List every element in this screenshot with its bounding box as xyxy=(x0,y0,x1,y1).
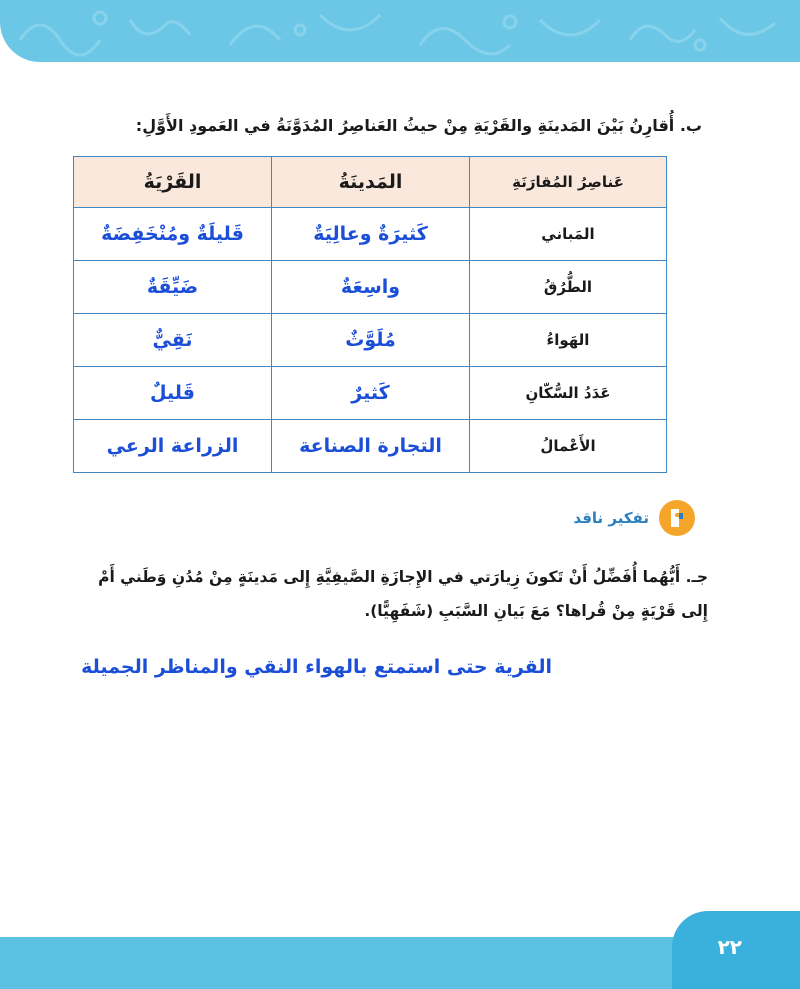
table-header-row xyxy=(74,157,667,208)
header-village: القَرْيَةُ xyxy=(74,157,272,208)
city-answer: التجارة الصناعة xyxy=(272,420,470,473)
page-number: ٢٢ xyxy=(717,935,742,959)
table-row xyxy=(74,208,667,261)
calligraphy-pattern xyxy=(0,0,800,62)
element-cell: الهَواءُ xyxy=(470,314,667,367)
village-answer: قَليلٌ xyxy=(74,367,272,420)
comparison-table xyxy=(73,156,667,473)
table-row xyxy=(74,261,667,314)
table-row xyxy=(74,367,667,420)
element-cell: الأَعْمالُ xyxy=(470,420,667,473)
city-answer: واسِعَةٌ xyxy=(272,261,470,314)
element-cell: المَباني xyxy=(470,208,667,261)
city-answer: مُلَوَّثٌ xyxy=(272,314,470,367)
element-cell: الطُّرُقُ xyxy=(470,261,667,314)
village-answer: نَقِيٌّ xyxy=(74,314,272,367)
village-answer: ضَيِّقَةٌ xyxy=(74,261,272,314)
question-j: جـ. أَيُّهُما أُفَضِّلُ أَنْ تَكونَ زِيارَتي في الإِجازَةِ الصَّيفِيَّةِ إِلى مَدينَةٍ مِنْ مُدُنِ وَطَني أَمْ إِلى قَرْيَةٍ مِنْ قُراها؟ مَعَ بَيانِ السَّبَبِ (شَفَهِيًّا). xyxy=(98,568,708,620)
table-row xyxy=(74,314,667,367)
element-cell: عَدَدُ السُّكّانِ xyxy=(470,367,667,420)
top-decorative-band xyxy=(0,0,800,62)
critical-thinking-label: تفكير ناقد xyxy=(573,509,649,527)
city-answer: كَثيرٌ xyxy=(272,367,470,420)
puzzle-head-icon xyxy=(659,500,695,536)
header-elements: عَناصِرُ المُقارَنَةِ xyxy=(470,157,667,208)
village-answer: قَليلَةٌ ومُنْخَفِضَةٌ xyxy=(74,208,272,261)
city-answer: كَثيرَةٌ وعالِيَةٌ xyxy=(272,208,470,261)
header-city: المَدينَةُ xyxy=(272,157,470,208)
question-b: ب. أُقارِنُ بَيْنَ المَدينَةِ والقَرْيَةِ مِنْ حيثُ العَناصِرُ المُدَوَّنَةُ في العَمودِ الأَوَّلِ: xyxy=(135,116,702,135)
critical-thinking-tag xyxy=(573,500,695,536)
village-answer: الزراعة الرعي xyxy=(74,420,272,473)
table-row xyxy=(74,420,667,473)
answer-j: القرية حتى استمتع بالهواء النقي والمناظر الجميلة xyxy=(81,656,552,678)
